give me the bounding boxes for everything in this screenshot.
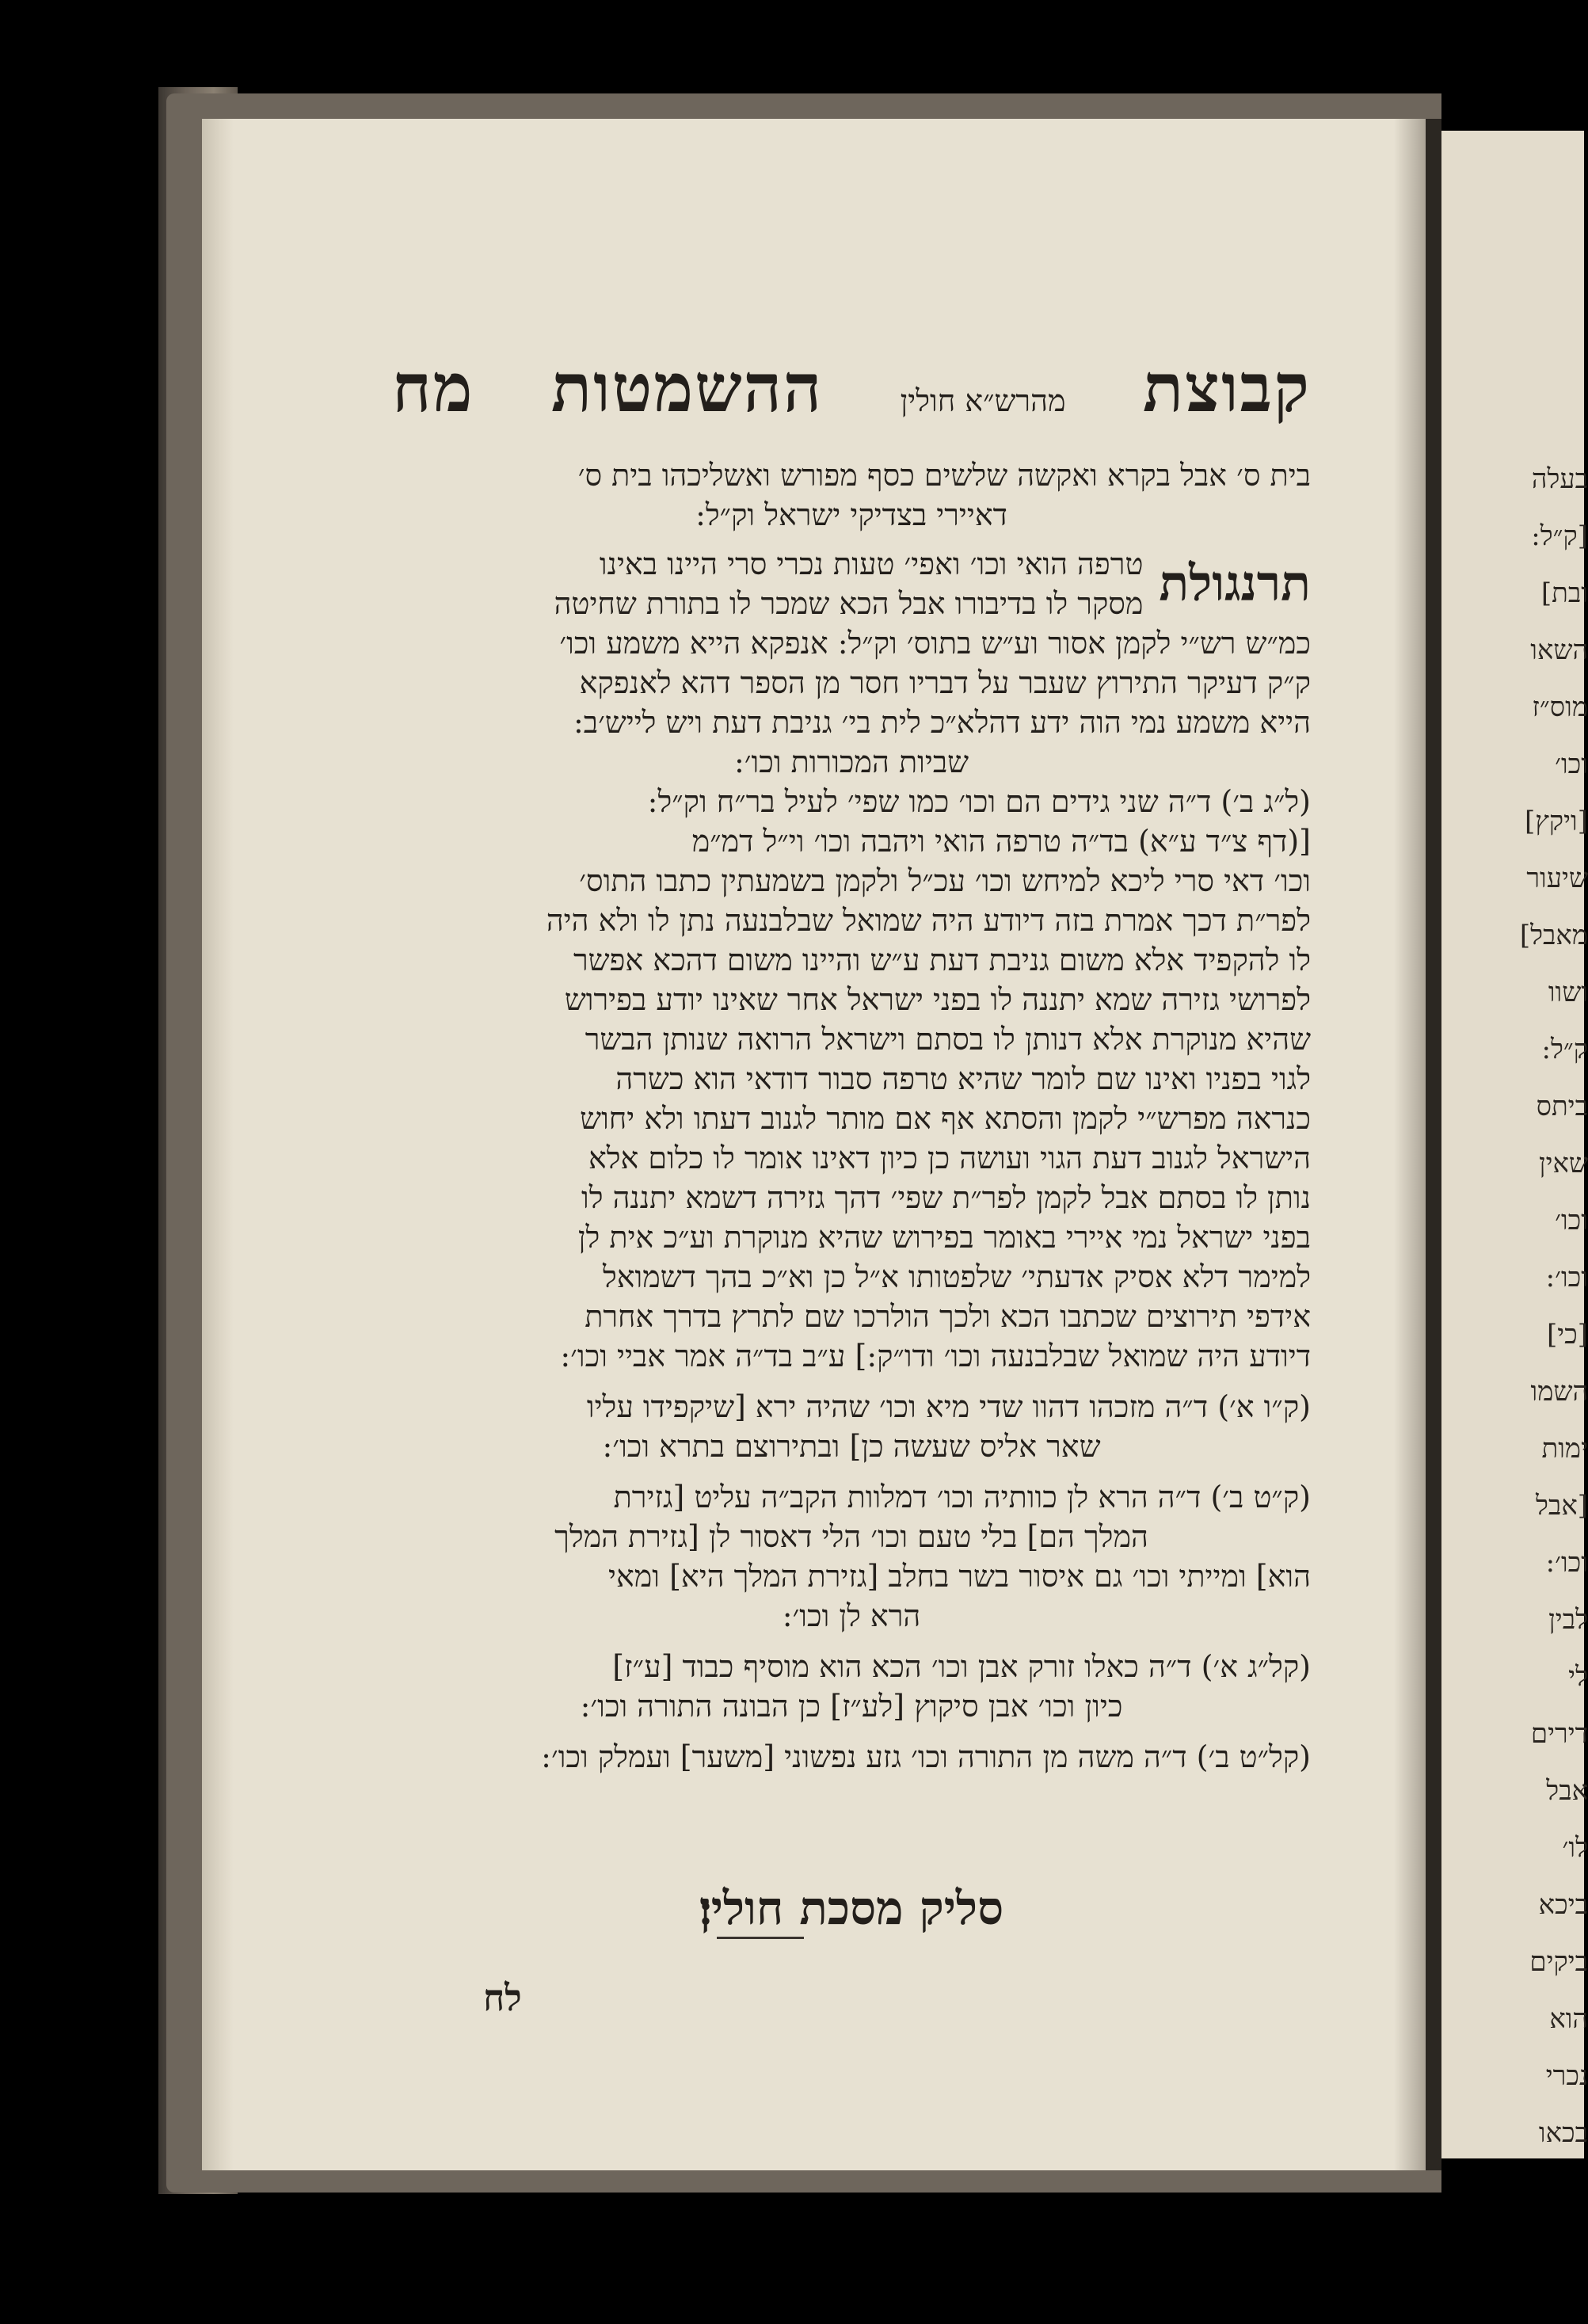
- right-page-fragment: ובת]: [1540, 577, 1588, 609]
- right-page-fragment: לבין: [1548, 1604, 1588, 1636]
- text-line: לגוי בפניו ואינו שם לומר שהיא טרפה סבור דודאי הוא כשרה: [615, 1061, 1311, 1096]
- text-line: הוא] ומייתי וכו׳ גם איסור בשר בחלב [גזירת המלך היא] ומאי: [608, 1559, 1311, 1594]
- right-page-fragment: [כי]: [1546, 1319, 1588, 1351]
- right-page-fragment: אבל: [1546, 1775, 1588, 1807]
- text-line: המלך הם] בלי טעם וכו׳ הלי דאסור לן [גזירת המלך: [554, 1519, 1148, 1554]
- keyword-heading: תרנגולת: [1159, 554, 1311, 612]
- text-line: שאר אליס שעשה כן] ובתירוצם בתרא וכו׳:: [602, 1429, 1101, 1464]
- text-line: ק״ק דעיקר התירוץ שעבר על דבריו חסר מן הספר דהא לאנפקא: [579, 665, 1311, 700]
- right-page-fragment: לי: [1568, 1661, 1588, 1693]
- text-line: מסקר לו בדיבורו אבל הכא שמכר לו בתורת שחיטה: [554, 586, 1144, 621]
- right-page-fragment: וכו׳: [1555, 1205, 1588, 1236]
- right-page-fragment: שאין: [1538, 1148, 1588, 1179]
- body-text: [392, 455, 1311, 1777]
- text-line: לפר״ת דכך אמרת בזה דיודע היה שמואל שבלבנעה נתן לו ולא היה: [546, 903, 1311, 938]
- right-page-fragment: מאבל]: [1519, 920, 1588, 951]
- text-line: הייא משמע נמי הוה ידע דהלא״כ לית בי׳ גניבת דעת ויש לייש׳ב:: [573, 705, 1311, 740]
- page-shadow: [1394, 119, 1426, 2170]
- page-header: [392, 349, 1311, 436]
- page-edge: [202, 119, 234, 2170]
- right-page-fragment: ק״ל:: [1541, 1034, 1588, 1065]
- right-page-fragment: ושוו: [1548, 977, 1588, 1008]
- text-line: בפני ישראל נמי איירי באומר בפירוש שהיא מנוקרת וע״כ אית לן: [577, 1220, 1311, 1255]
- header-subtitle: מהרש״א חולין: [900, 383, 1066, 418]
- text-line: דאיירי בצדיקי ישראל וק״ל:: [695, 497, 1007, 532]
- text-line: הישראל לגנוב דעת הגוי ועושה כן כיון דאינו אומר לו כלום אלא: [588, 1141, 1311, 1175]
- right-page-fragment: ימות: [1541, 1433, 1588, 1465]
- text-line: [(דף צ״ד ע״א) בד״ה טרפה הואי ויהבה וכו׳ וי״ל דמ״מ: [691, 824, 1311, 859]
- right-page-fragment: ביכא: [1538, 1889, 1588, 1921]
- text-line: (ל״ג ב׳) ד״ה שני גידים הם וכו׳ כמו שפי׳ לעיל בר״ח וק״ל:: [647, 784, 1311, 819]
- text-line: כמ״ש רש״י לקמן אסור וע״ש בתוס׳ וק״ל: אנפקא הייא משמע וכו׳: [559, 626, 1311, 661]
- right-page-fragment: השמו: [1530, 1376, 1588, 1408]
- text-line: (קל״ג א׳) ד״ה כאלו זורק אבן וכו׳ הכא הוא מוסיף כבוד [ע״ז]: [612, 1649, 1311, 1684]
- text-line: בית ס׳ אבל בקרא ואקשה שלשים כסף מפורש ואשליכהו בית ס׳: [577, 458, 1311, 493]
- right-page-fragment: בעלה: [1531, 463, 1588, 495]
- header-title-right: ההשמטות: [550, 349, 824, 427]
- right-page-fragment: [ויקץ]: [1524, 806, 1588, 837]
- text-line: דיודע היה שמואל שבלבנעה וכו׳ ודו״ק:] ע״ב בד״ה אמר אביי וכו׳:: [560, 1339, 1311, 1373]
- keyword-lines: [392, 544, 1143, 623]
- right-page-fragment: בכאו: [1538, 2117, 1588, 2149]
- right-page-fragment: שיעור: [1526, 863, 1588, 894]
- right-page-fragment: דירים: [1530, 1718, 1588, 1750]
- book-gutter: [1426, 119, 1441, 2170]
- right-page-fragment: השאו: [1530, 634, 1588, 666]
- right-page-fragment: לו׳: [1562, 1832, 1588, 1864]
- right-page-fragment: הוא: [1549, 2003, 1588, 2035]
- closing-line: סליק מסכת חולין׃: [699, 1881, 1004, 1935]
- signature-mark: לח: [483, 1976, 522, 2019]
- right-page-fragment: וכו׳: [1555, 749, 1588, 780]
- text-line: כיון וכו׳ אבן סיקוץ [לע״ז] כן הבונה התורה וכו׳:: [580, 1689, 1123, 1724]
- text-line: טרפה הואי וכו׳ ואפי׳ טעות נכרי סרי היינו באינו: [599, 547, 1144, 581]
- text-line: לפרושי גזירה שמא יתננה לו בפני ישראל אחר שאינו יודע בפירוש: [564, 982, 1311, 1017]
- right-page-fragment: מוס״ז: [1532, 691, 1588, 723]
- page-number: מח: [392, 349, 474, 427]
- closing-rule: [717, 1937, 804, 1939]
- text-line: וכו׳ דאי סרי ליכא למיחש וכו׳ עכ״ל ולקמן בשמעתין כתבו התוס׳: [579, 863, 1311, 898]
- right-page-fragment: ביקים: [1529, 1946, 1588, 1978]
- right-page-fragment: וכו׳:: [1545, 1262, 1588, 1293]
- text-line: (ק״ו א׳) ד״ה מזכהו דהוו שדי מיא וכו׳ שהיה ירא [שיקפידו עליו: [586, 1389, 1311, 1424]
- text-line: אידפי תירוצים שכתבו הכא ולכך הולרכו שם לתרץ בדרך אחרת: [585, 1299, 1311, 1334]
- text-line: שביות המכורות וכו׳:: [733, 745, 969, 779]
- text-line: נותן לו בסתם אבל לקמן לפר״ת שפי׳ דהך גזירה דשמא יתננה לו: [581, 1180, 1311, 1215]
- right-page-fragment: ביתס: [1536, 1091, 1588, 1122]
- text-line: (ק״ט ב׳) ד״ה הרא לן כוותיה וכו׳ דמלוות הקב״ה עליט [גזירת: [613, 1480, 1311, 1514]
- right-page-fragment: וכו׳:: [1545, 1547, 1588, 1579]
- text-line: (קל״ט ב׳) ד״ה משה מן התורה וכו׳ גזע נפשוני [משער] ועמלק וכו׳:: [541, 1739, 1311, 1774]
- right-page: [1441, 131, 1588, 2158]
- right-page-fragment: [אבל: [1536, 1490, 1588, 1522]
- text-line: שהיא מנוקרת אלא דנותן לו בסתם וישראל הרואה שנותן הבשר: [585, 1022, 1311, 1057]
- text-line: כנראה מפרש״י לקמן והסתא אף אם מותר לגנוב דעתו ולא יחוש: [580, 1101, 1311, 1136]
- right-page-fragment: [ק״ל:: [1531, 520, 1588, 552]
- header-title-left: קבוצת: [1142, 349, 1311, 427]
- keyword-paragraph: [392, 544, 1311, 623]
- text-line: הרא לן וכו׳:: [782, 1598, 921, 1633]
- text-line: לו להקפיד אלא משום גניבת דעת ע״ש והיינו משום דהכא אפשר: [573, 943, 1311, 977]
- text-line: למימר דלא אסיק אדעתי׳ שלפטותו א״ל כן וא״כ בהך דשמואל: [602, 1259, 1311, 1294]
- right-page-fragment: נכרי: [1545, 2060, 1588, 2092]
